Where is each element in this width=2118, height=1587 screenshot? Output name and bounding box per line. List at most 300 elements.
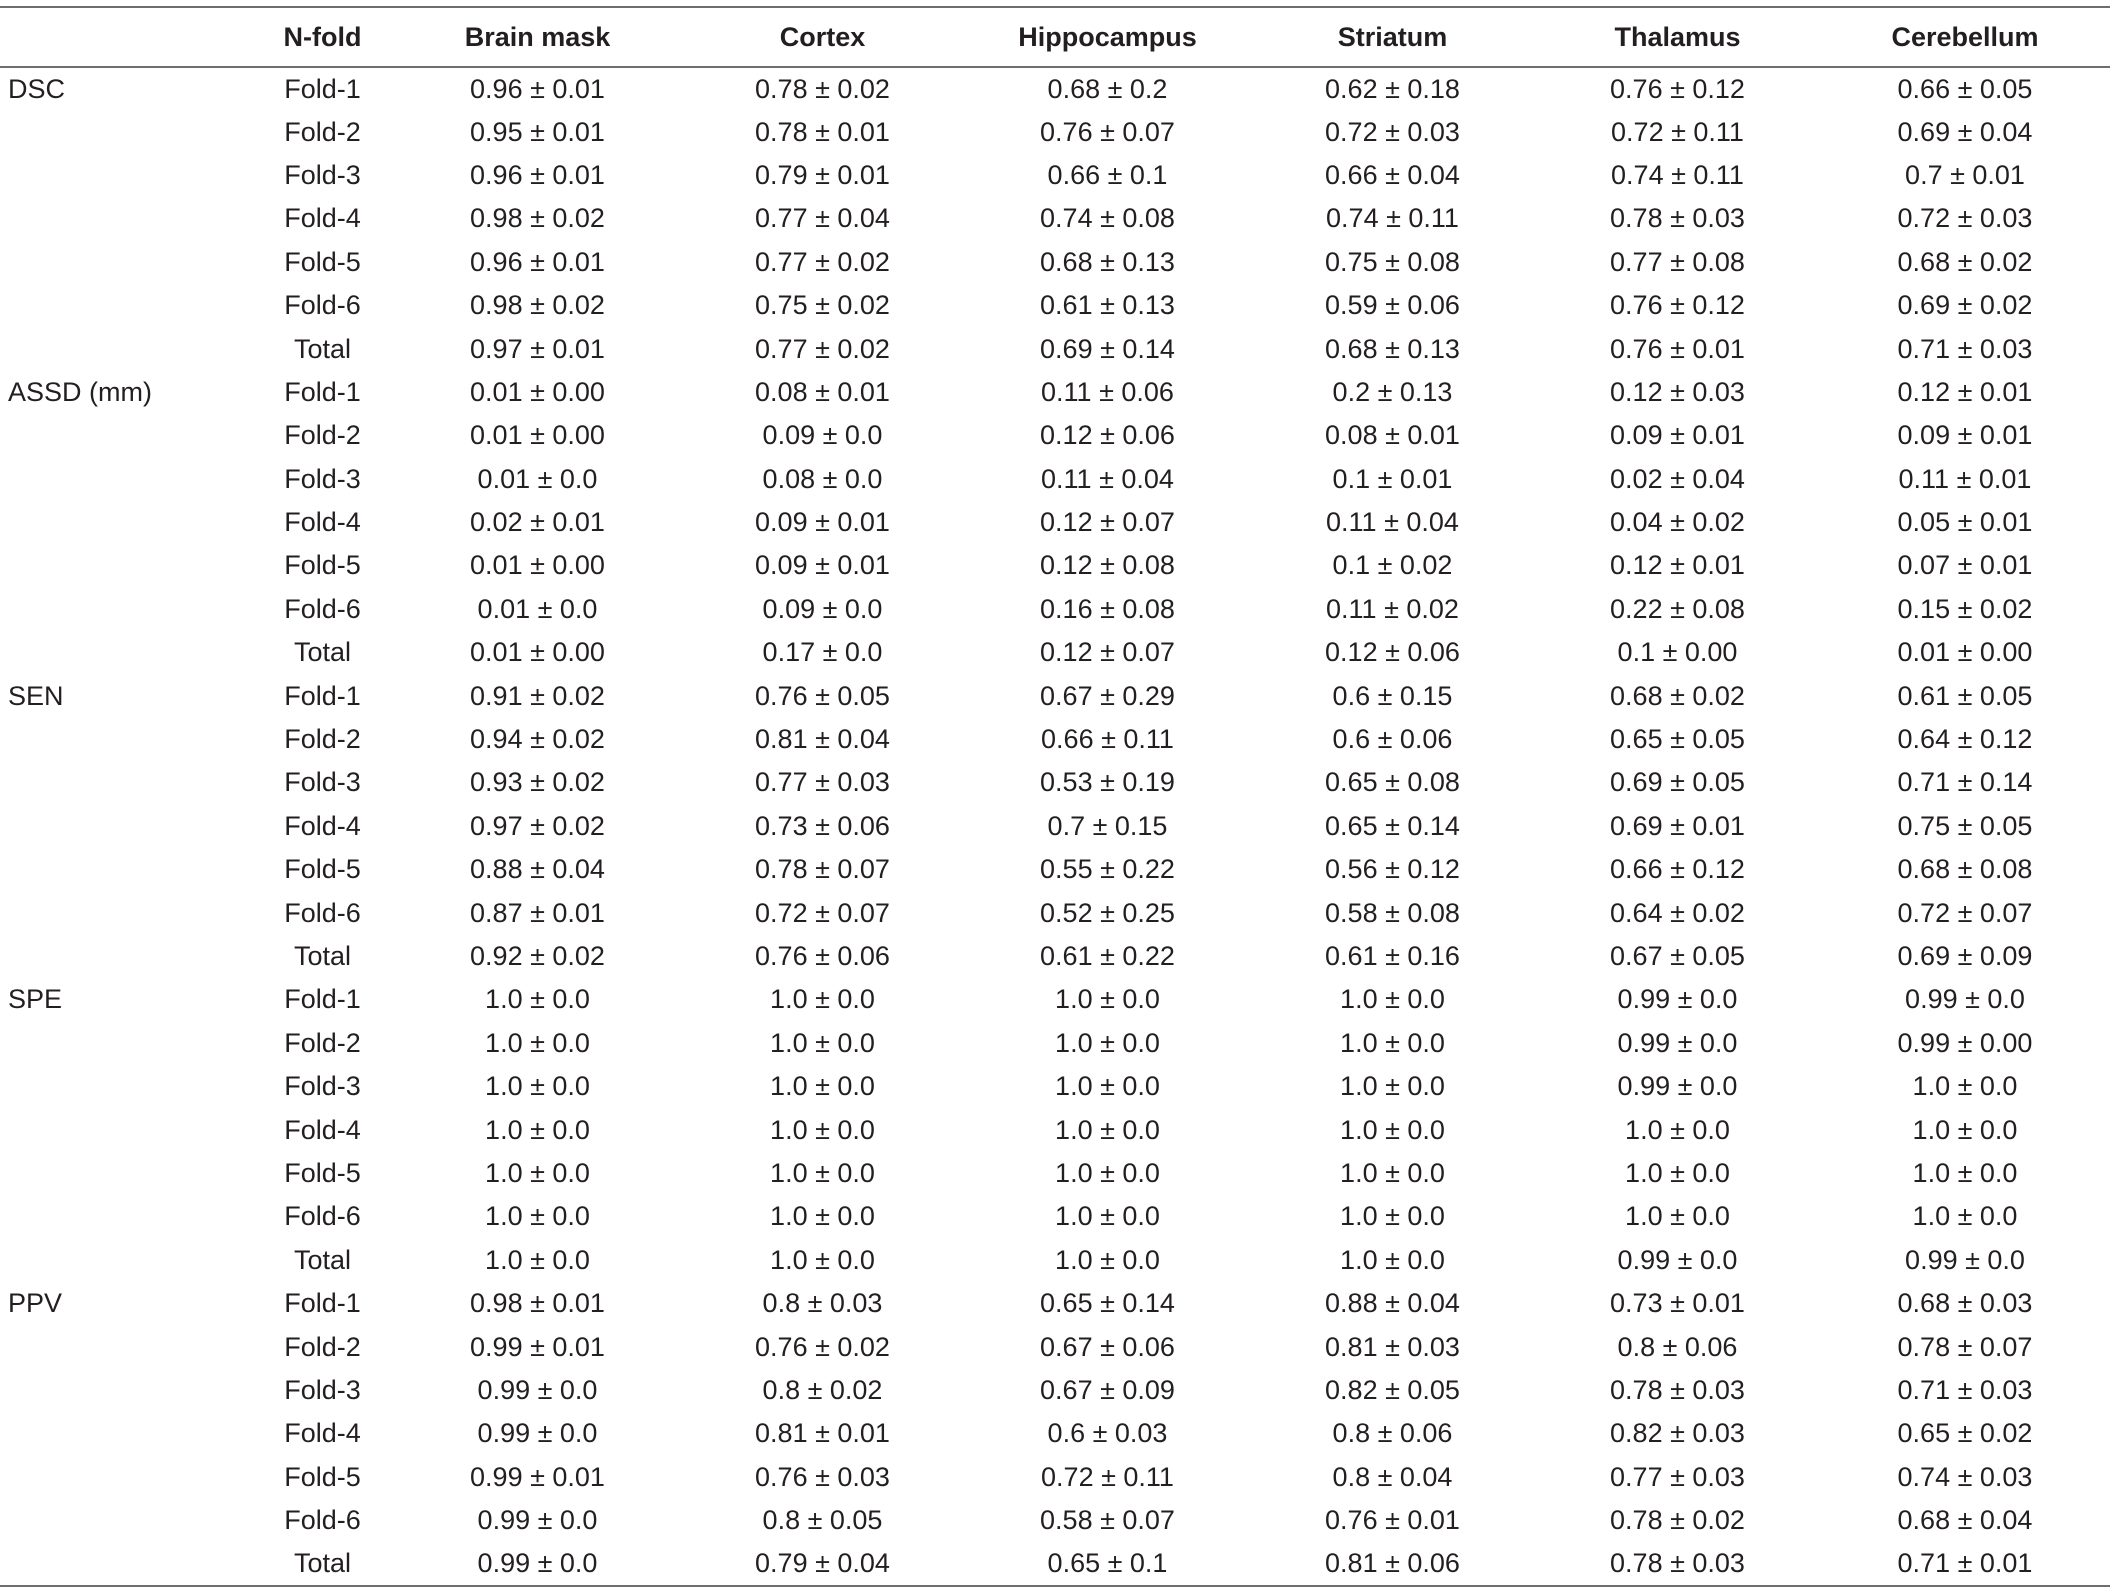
- value-cell: 0.11 ± 0.04: [1041, 463, 1174, 494]
- value-cell: 0.77 ± 0.02: [755, 333, 890, 364]
- fold-label: Fold-6: [284, 1201, 361, 1232]
- fold-label: Fold-3: [284, 1071, 361, 1102]
- value-cell: 0.94 ± 0.02: [470, 724, 605, 755]
- table-row: [0, 458, 2110, 501]
- value-cell: 0.01 ± 0.00: [470, 637, 605, 668]
- value-cell: 0.68 ± 0.13: [1040, 246, 1175, 277]
- fold-label: Fold-3: [284, 1374, 361, 1405]
- metric-label: [0, 1369, 250, 1412]
- value-cell: 0.07 ± 0.01: [1897, 550, 2033, 581]
- fold-label: Fold-1: [284, 984, 361, 1015]
- fold-label: Fold-6: [284, 290, 361, 321]
- fold-label: Total: [293, 333, 352, 364]
- value-cell: 0.81 ± 0.01: [755, 1418, 890, 1449]
- value-cell: 1.0 ± 0.0: [1055, 1114, 1160, 1145]
- value-cell: 0.7 ± 0.15: [1047, 810, 1168, 841]
- value-cell: 0.99 ± 0.0: [1617, 1071, 1738, 1102]
- value-cell: 0.73 ± 0.01: [1610, 1288, 1745, 1319]
- metric-label: [0, 631, 250, 674]
- value-cell: 1.0 ± 0.0: [1055, 1157, 1160, 1188]
- value-cell: 1.0 ± 0.0: [1912, 1157, 2018, 1188]
- value-cell: 0.01 ± 0.0: [477, 593, 598, 624]
- table-row: [0, 674, 2110, 717]
- value-cell: 1.0 ± 0.0: [485, 1071, 590, 1102]
- value-cell: 0.78 ± 0.03: [1610, 1547, 1745, 1578]
- value-cell: 0.96 ± 0.01: [470, 159, 605, 190]
- value-cell: 0.09 ± 0.0: [762, 420, 883, 451]
- value-cell: 0.1 ± 0.02: [1332, 550, 1453, 581]
- metric-label: [0, 110, 250, 153]
- value-cell: 0.61 ± 0.22: [1040, 941, 1175, 971]
- value-cell: 0.15 ± 0.02: [1897, 593, 2033, 624]
- metric-label: [0, 588, 250, 631]
- metric-label: [0, 1412, 250, 1455]
- value-cell: 1.0 ± 0.0: [1340, 1244, 1445, 1275]
- value-cell: 0.71 ± 0.01: [1897, 1547, 2033, 1578]
- value-cell: 0.65 ± 0.05: [1610, 724, 1745, 755]
- value-cell: 0.8 ± 0.06: [1332, 1418, 1453, 1449]
- value-cell: 0.79 ± 0.04: [755, 1547, 890, 1578]
- table-row: [0, 154, 2110, 197]
- metric-label: [0, 1065, 250, 1108]
- value-cell: 0.99 ± 0.01: [470, 1461, 605, 1492]
- value-cell: 0.75 ± 0.05: [1897, 810, 2033, 841]
- fold-label: Fold-6: [284, 1505, 361, 1536]
- metric-label: [0, 1239, 250, 1282]
- metric-label: [0, 891, 250, 934]
- value-cell: 0.64 ± 0.02: [1610, 897, 1745, 928]
- value-cell: 0.82 ± 0.05: [1325, 1374, 1460, 1405]
- value-cell: 0.17 ± 0.0: [762, 637, 883, 668]
- value-cell: 0.68 ± 0.2: [1047, 73, 1168, 104]
- value-cell: 1.0 ± 0.0: [770, 1244, 875, 1275]
- value-cell: 0.08 ± 0.0: [762, 463, 883, 494]
- table-row: [0, 1282, 2110, 1325]
- value-cell: 0.65 ± 0.02: [1897, 1418, 2033, 1449]
- table-row: [0, 848, 2110, 891]
- table-row: [0, 1195, 2110, 1238]
- value-cell: 0.67 ± 0.06: [1040, 1331, 1175, 1362]
- metric-label: [0, 1456, 250, 1499]
- table-row: [0, 588, 2110, 631]
- table-row: [0, 718, 2110, 761]
- fold-label: Fold-5: [284, 854, 361, 885]
- value-cell: 0.8 ± 0.06: [1617, 1331, 1738, 1362]
- value-cell: 0.72 ± 0.07: [1897, 897, 2033, 928]
- fold-label: Fold-1: [284, 376, 361, 407]
- value-cell: 0.76 ± 0.12: [1610, 290, 1745, 321]
- value-cell: 0.11 ± 0.06: [1041, 376, 1174, 407]
- value-cell: 0.98 ± 0.02: [470, 203, 605, 234]
- value-cell: 0.65 ± 0.08: [1325, 767, 1460, 798]
- value-cell: 0.77 ± 0.03: [755, 767, 890, 798]
- value-cell: 0.12 ± 0.07: [1040, 507, 1175, 538]
- value-cell: 0.74 ± 0.03: [1897, 1461, 2033, 1492]
- value-cell: 1.0 ± 0.0: [1055, 1244, 1160, 1275]
- value-cell: 0.81 ± 0.04: [755, 724, 890, 755]
- value-cell: 0.8 ± 0.04: [1332, 1461, 1453, 1492]
- value-cell: 0.55 ± 0.22: [1040, 854, 1175, 885]
- metric-label: [0, 718, 250, 761]
- value-cell: 0.6 ± 0.06: [1332, 724, 1453, 755]
- value-cell: 0.77 ± 0.04: [755, 203, 890, 234]
- fold-label: Fold-2: [284, 420, 361, 451]
- value-cell: 0.12 ± 0.03: [1610, 376, 1745, 407]
- value-cell: 0.6 ± 0.15: [1332, 680, 1453, 711]
- value-cell: 0.72 ± 0.11: [1041, 1461, 1174, 1492]
- fold-label: Fold-5: [284, 1461, 361, 1492]
- value-cell: 0.08 ± 0.01: [1325, 420, 1460, 451]
- value-cell: 0.98 ± 0.02: [470, 290, 605, 321]
- value-cell: 0.82 ± 0.03: [1610, 1418, 1745, 1449]
- value-cell: 1.0 ± 0.0: [1912, 1114, 2018, 1145]
- value-cell: 1.0 ± 0.0: [1340, 1027, 1445, 1058]
- value-cell: 0.69 ± 0.02: [1897, 290, 2033, 321]
- value-cell: 0.99 ± 0.01: [470, 1331, 605, 1362]
- table-row: [0, 761, 2110, 804]
- value-cell: 0.77 ± 0.03: [1610, 1461, 1745, 1492]
- value-cell: 0.69 ± 0.14: [1040, 333, 1175, 364]
- metric-label: [0, 544, 250, 587]
- value-cell: 1.0 ± 0.0: [1055, 984, 1160, 1015]
- table-row: [0, 1499, 2110, 1542]
- value-cell: 1.0 ± 0.0: [770, 1027, 875, 1058]
- value-cell: 0.76 ± 0.12: [1610, 73, 1745, 104]
- value-cell: 0.58 ± 0.08: [1325, 897, 1460, 928]
- value-cell: 0.7 ± 0.01: [1905, 159, 2025, 190]
- metric-label: [0, 284, 250, 327]
- value-cell: 0.01 ± 0.00: [470, 550, 605, 581]
- table-body: [0, 67, 2110, 1586]
- fold-label: Fold-4: [284, 1114, 361, 1145]
- value-cell: 0.87 ± 0.01: [470, 897, 605, 928]
- value-cell: 0.59 ± 0.06: [1325, 290, 1460, 321]
- metric-label: SEN: [8, 680, 64, 711]
- value-cell: 0.05 ± 0.01: [1897, 507, 2033, 538]
- value-cell: 0.66 ± 0.12: [1610, 854, 1745, 885]
- value-cell: 0.78 ± 0.03: [1610, 1374, 1745, 1405]
- value-cell: 1.0 ± 0.0: [770, 984, 875, 1015]
- value-cell: 0.98 ± 0.01: [470, 1288, 605, 1319]
- value-cell: 0.01 ± 0.00: [470, 376, 605, 407]
- value-cell: 0.79 ± 0.01: [755, 159, 890, 190]
- value-cell: 1.0 ± 0.0: [1055, 1071, 1160, 1102]
- value-cell: 0.68 ± 0.04: [1897, 1505, 2033, 1536]
- fold-label: Total: [293, 1244, 352, 1275]
- value-cell: 1.0 ± 0.0: [1625, 1114, 1730, 1145]
- fold-label: Total: [293, 637, 352, 668]
- value-cell: 0.81 ± 0.03: [1325, 1331, 1460, 1362]
- value-cell: 0.11 ± 0.02: [1326, 593, 1459, 624]
- table-row: [0, 110, 2110, 153]
- fold-label: Fold-5: [284, 550, 361, 581]
- header-cerebellum: Cerebellum: [1891, 21, 2039, 52]
- value-cell: 1.0 ± 0.0: [1625, 1201, 1730, 1232]
- value-cell: 0.01 ± 0.0: [477, 463, 598, 494]
- fold-label: Fold-4: [284, 810, 361, 841]
- value-cell: 0.52 ± 0.25: [1040, 897, 1175, 928]
- value-cell: 0.02 ± 0.01: [470, 507, 605, 538]
- metric-label: [0, 154, 250, 197]
- value-cell: 0.68 ± 0.02: [1610, 680, 1745, 711]
- value-cell: 0.88 ± 0.04: [470, 854, 605, 885]
- value-cell: 0.99 ± 0.0: [1617, 1244, 1738, 1275]
- value-cell: 1.0 ± 0.0: [1340, 1071, 1445, 1102]
- value-cell: 0.1 ± 0.00: [1617, 637, 1738, 668]
- value-cell: 0.16 ± 0.08: [1040, 593, 1175, 624]
- value-cell: 0.12 ± 0.06: [1040, 420, 1175, 451]
- value-cell: 0.78 ± 0.07: [755, 854, 890, 885]
- metric-label: [0, 848, 250, 891]
- value-cell: 0.69 ± 0.09: [1897, 941, 2033, 971]
- value-cell: 0.65 ± 0.14: [1325, 810, 1460, 841]
- value-cell: 0.68 ± 0.13: [1325, 333, 1460, 364]
- value-cell: 1.0 ± 0.0: [485, 1244, 590, 1275]
- value-cell: 1.0 ± 0.0: [1055, 1201, 1160, 1232]
- fold-label: Fold-1: [284, 73, 361, 104]
- value-cell: 0.72 ± 0.03: [1325, 116, 1460, 147]
- value-cell: 1.0 ± 0.0: [485, 984, 590, 1015]
- value-cell: 0.69 ± 0.05: [1610, 767, 1745, 798]
- value-cell: 0.12 ± 0.01: [1897, 376, 2033, 407]
- value-cell: 0.73 ± 0.06: [755, 810, 890, 841]
- value-cell: 0.76 ± 0.03: [755, 1461, 890, 1492]
- fold-label: Fold-4: [284, 507, 361, 538]
- value-cell: 0.92 ± 0.02: [470, 941, 605, 971]
- metric-label: ASSD (mm): [8, 376, 152, 407]
- table-row: [0, 978, 2110, 1021]
- value-cell: 0.08 ± 0.01: [755, 376, 890, 407]
- fold-label: Fold-6: [284, 593, 361, 624]
- value-cell: 0.12 ± 0.08: [1040, 550, 1175, 581]
- table-row: [0, 241, 2110, 284]
- table-row: [0, 501, 2110, 544]
- metric-label: [0, 501, 250, 544]
- value-cell: 1.0 ± 0.0: [1340, 1114, 1445, 1145]
- value-cell: 0.99 ± 0.0: [477, 1374, 598, 1405]
- value-cell: 0.72 ± 0.03: [1897, 203, 2033, 234]
- fold-label: Fold-4: [284, 203, 361, 234]
- value-cell: 0.61 ± 0.13: [1040, 290, 1175, 321]
- value-cell: 0.99 ± 0.0: [1617, 984, 1738, 1015]
- metric-label: DSC: [8, 73, 66, 104]
- value-cell: 0.76 ± 0.02: [755, 1331, 890, 1362]
- fold-label: Fold-2: [284, 1331, 361, 1362]
- metric-label: [0, 761, 250, 804]
- value-cell: 0.78 ± 0.01: [755, 116, 890, 147]
- table-row: [0, 891, 2110, 934]
- value-cell: 0.78 ± 0.02: [755, 73, 890, 104]
- metric-label: [0, 805, 250, 848]
- metric-label: [0, 1108, 250, 1151]
- value-cell: 0.68 ± 0.02: [1897, 246, 2033, 277]
- value-cell: 0.56 ± 0.12: [1325, 854, 1460, 885]
- table-row: [0, 371, 2110, 414]
- value-cell: 0.09 ± 0.0: [762, 593, 883, 624]
- table-row: [0, 935, 2110, 978]
- fold-label: Fold-6: [284, 897, 361, 928]
- value-cell: 0.53 ± 0.19: [1040, 767, 1175, 798]
- value-cell: 0.74 ± 0.11: [1326, 203, 1459, 234]
- value-cell: 1.0 ± 0.0: [1625, 1157, 1730, 1188]
- value-cell: 1.0 ± 0.0: [770, 1201, 875, 1232]
- value-cell: 1.0 ± 0.0: [1912, 1201, 2018, 1232]
- value-cell: 0.68 ± 0.03: [1897, 1288, 2033, 1319]
- table-row: [0, 544, 2110, 587]
- value-cell: 0.72 ± 0.07: [755, 897, 890, 928]
- table-row: [0, 1412, 2110, 1455]
- value-cell: 0.77 ± 0.08: [1610, 246, 1745, 277]
- value-cell: 1.0 ± 0.0: [1912, 1071, 2018, 1102]
- fold-label: Fold-2: [284, 724, 361, 755]
- value-cell: 1.0 ± 0.0: [770, 1114, 875, 1145]
- fold-label: Fold-1: [284, 680, 361, 711]
- metric-label: PPV: [8, 1288, 63, 1319]
- value-cell: 0.01 ± 0.00: [1897, 637, 2033, 668]
- value-cell: 0.61 ± 0.16: [1325, 941, 1460, 971]
- value-cell: 0.99 ± 0.0: [1905, 1244, 2025, 1275]
- header-hippocampus: Hippocampus: [1018, 21, 1197, 52]
- metric-label: [0, 1499, 250, 1542]
- value-cell: 0.74 ± 0.11: [1611, 159, 1744, 190]
- value-cell: 0.75 ± 0.02: [755, 290, 890, 321]
- value-cell: 1.0 ± 0.0: [485, 1157, 590, 1188]
- value-cell: 0.66 ± 0.1: [1047, 159, 1168, 190]
- value-cell: 0.88 ± 0.04: [1325, 1288, 1460, 1319]
- metric-label: SPE: [8, 984, 63, 1015]
- value-cell: 0.65 ± 0.14: [1040, 1288, 1175, 1319]
- value-cell: 0.97 ± 0.02: [470, 810, 605, 841]
- value-cell: 0.99 ± 0.0: [1617, 1027, 1738, 1058]
- value-cell: 0.01 ± 0.00: [470, 420, 605, 451]
- value-cell: 0.09 ± 0.01: [755, 550, 890, 581]
- table-row: [0, 1108, 2110, 1151]
- value-cell: 0.91 ± 0.02: [470, 680, 605, 711]
- value-cell: 0.96 ± 0.01: [470, 73, 605, 104]
- fold-label: Fold-3: [284, 159, 361, 190]
- table-row: [0, 631, 2110, 674]
- value-cell: 0.74 ± 0.08: [1040, 203, 1175, 234]
- table-row: [0, 197, 2110, 240]
- value-cell: 0.78 ± 0.03: [1610, 203, 1745, 234]
- value-cell: 0.66 ± 0.11: [1041, 724, 1174, 755]
- metric-label: [0, 1325, 250, 1368]
- metric-label: [0, 1542, 250, 1585]
- value-cell: 1.0 ± 0.0: [770, 1157, 875, 1188]
- metric-label: [0, 458, 250, 501]
- value-cell: 0.69 ± 0.04: [1897, 116, 2033, 147]
- table-header-row: [0, 7, 2110, 67]
- table-row: [0, 1239, 2110, 1282]
- value-cell: 0.11 ± 0.01: [1898, 463, 2032, 494]
- table-row: [0, 327, 2110, 370]
- table-row: [0, 414, 2110, 457]
- value-cell: 0.6 ± 0.03: [1047, 1418, 1168, 1449]
- value-cell: 0.67 ± 0.05: [1610, 941, 1745, 971]
- value-cell: 0.69 ± 0.01: [1610, 810, 1745, 841]
- value-cell: 0.99 ± 0.0: [477, 1547, 598, 1578]
- value-cell: 0.8 ± 0.05: [762, 1505, 883, 1536]
- value-cell: 0.68 ± 0.08: [1897, 854, 2033, 885]
- value-cell: 0.64 ± 0.12: [1897, 724, 2033, 755]
- value-cell: 0.78 ± 0.07: [1897, 1331, 2033, 1362]
- value-cell: 0.02 ± 0.04: [1610, 463, 1745, 494]
- fold-label: Fold-4: [284, 1418, 361, 1449]
- value-cell: 0.65 ± 0.1: [1047, 1547, 1168, 1578]
- table-row: [0, 1022, 2110, 1065]
- value-cell: 0.77 ± 0.02: [755, 246, 890, 277]
- value-cell: 0.66 ± 0.04: [1325, 159, 1460, 190]
- value-cell: 0.99 ± 0.0: [1905, 984, 2025, 1015]
- table-row: [0, 67, 2110, 110]
- table-row: [0, 805, 2110, 848]
- metric-label: [0, 1195, 250, 1238]
- value-cell: 0.67 ± 0.09: [1040, 1374, 1175, 1405]
- value-cell: 0.61 ± 0.05: [1897, 680, 2033, 711]
- value-cell: 0.58 ± 0.07: [1040, 1505, 1175, 1536]
- value-cell: 0.67 ± 0.29: [1040, 680, 1175, 711]
- value-cell: 0.12 ± 0.07: [1040, 637, 1175, 668]
- table-row: [0, 1325, 2110, 1368]
- value-cell: 1.0 ± 0.0: [1055, 1027, 1160, 1058]
- value-cell: 0.8 ± 0.03: [762, 1288, 883, 1319]
- results-table: [0, 6, 2110, 1587]
- fold-label: Total: [293, 1547, 352, 1578]
- value-cell: 1.0 ± 0.0: [485, 1027, 590, 1058]
- table-row: [0, 1369, 2110, 1412]
- value-cell: 0.76 ± 0.06: [755, 941, 890, 971]
- value-cell: 0.72 ± 0.11: [1611, 116, 1744, 147]
- metric-label: [0, 241, 250, 284]
- value-cell: 1.0 ± 0.0: [770, 1071, 875, 1102]
- header-brain-mask: Brain mask: [464, 21, 611, 52]
- value-cell: 1.0 ± 0.0: [485, 1201, 590, 1232]
- value-cell: 0.75 ± 0.08: [1325, 246, 1460, 277]
- value-cell: 0.2 ± 0.13: [1332, 376, 1453, 407]
- table-row: [0, 1065, 2110, 1108]
- value-cell: 0.1 ± 0.01: [1332, 463, 1453, 494]
- value-cell: 0.81 ± 0.06: [1325, 1547, 1460, 1578]
- value-cell: 0.71 ± 0.03: [1897, 333, 2033, 364]
- fold-label: Fold-5: [284, 246, 361, 277]
- metric-label: [0, 1152, 250, 1195]
- value-cell: 0.76 ± 0.05: [755, 680, 890, 711]
- value-cell: 1.0 ± 0.0: [1340, 984, 1445, 1015]
- fold-label: Fold-3: [284, 463, 361, 494]
- value-cell: 0.09 ± 0.01: [1897, 420, 2033, 451]
- value-cell: 0.66 ± 0.05: [1897, 73, 2033, 104]
- fold-label: Fold-2: [284, 116, 361, 147]
- fold-label: Total: [293, 941, 352, 971]
- value-cell: 1.0 ± 0.0: [1340, 1201, 1445, 1232]
- value-cell: 0.93 ± 0.02: [470, 767, 605, 798]
- value-cell: 0.99 ± 0.0: [477, 1418, 598, 1449]
- fold-label: Fold-5: [284, 1157, 361, 1188]
- value-cell: 0.71 ± 0.03: [1897, 1374, 2033, 1405]
- table-row: [0, 1152, 2110, 1195]
- value-cell: 0.71 ± 0.14: [1897, 767, 2033, 798]
- value-cell: 0.99 ± 0.00: [1897, 1027, 2033, 1058]
- value-cell: 0.8 ± 0.02: [762, 1374, 883, 1405]
- metric-label: [0, 414, 250, 457]
- fold-label: Fold-3: [284, 767, 361, 798]
- value-cell: 0.12 ± 0.01: [1610, 550, 1745, 581]
- fold-label: Fold-1: [284, 1288, 361, 1319]
- header-striatum: Striatum: [1337, 21, 1448, 52]
- value-cell: 0.99 ± 0.0: [477, 1505, 598, 1536]
- table-row: [0, 1456, 2110, 1499]
- value-cell: 0.97 ± 0.01: [470, 333, 605, 364]
